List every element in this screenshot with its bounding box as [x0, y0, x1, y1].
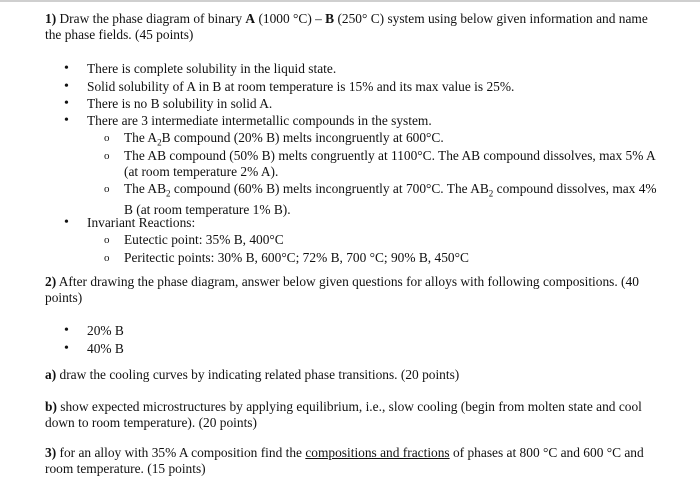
q2-number: 2) — [45, 274, 57, 289]
bullet-icon: • — [64, 323, 69, 338]
top-divider — [0, 0, 700, 2]
bullet-icon: • — [64, 96, 69, 111]
q1-intro-c: (250° C) system using below given information and name the phase fields. (45 points) — [45, 11, 648, 42]
question-2b — [45, 399, 663, 431]
question-2-prompt — [45, 274, 663, 306]
invariant-text: Peritectic points: 30% B, 600°C; 72% B, 700 °C; 90% B, 450°C — [124, 250, 469, 265]
bullet-text: There is complete solubility in the liquid state. — [87, 61, 337, 76]
q1-element-a: A — [245, 11, 256, 26]
bullet-text: There are 3 intermediate intermetallic compounds in the system. — [87, 113, 432, 128]
bullet-icon: • — [64, 61, 69, 76]
q3-underlined-text: compositions and fractions — [305, 445, 450, 460]
alloy-text: 40% B — [87, 341, 124, 356]
q2a-label: a) — [45, 367, 57, 382]
question-3-prompt — [45, 445, 663, 477]
bullet-icon: • — [64, 215, 69, 230]
question-2a — [45, 367, 663, 383]
alloy-text: 20% B — [87, 323, 124, 338]
sub-bullet-icon: o — [104, 234, 110, 246]
q1-intro-a: Draw the phase diagram of binary — [56, 11, 246, 26]
bullet-text: Solid solubility of A in B at room temperature is 15% and its max value is 25%. — [87, 79, 515, 94]
q3-number: 3) — [45, 445, 57, 460]
compound-text: The $A_2B$ compound (20% B) melts incongruently at 600°C. — [124, 130, 444, 148]
sub-bullet-icon: o — [104, 150, 110, 162]
compound-text: The AB compound (50% B) melts congruently at 1100°C. The AB compound dissolves, max 5% A (at room temperature 2% A). — [124, 148, 655, 179]
sub-bullet-icon: o — [104, 252, 110, 264]
q2-text: After drawing the phase diagram, answer below given questions for alloys with following compositions. (40 points) — [45, 274, 639, 305]
sub-bullet-icon: o — [104, 132, 110, 144]
question-1-prompt — [45, 11, 663, 43]
bullet-text: Invariant Reactions: — [87, 215, 196, 230]
q2b-text: show expected microstructures by applying equilibrium, i.e., slow cooling (begin from molten state and cool down to room temperature). (20 points) — [45, 399, 642, 430]
sub-bullet-icon: o — [104, 183, 110, 195]
q2a-text: draw the cooling curves by indicating related phase transitions. (20 points) — [56, 367, 460, 382]
compound-text: The $AB_2$ compound (60% B) melts incongruently at 700°C. The $AB_2$ compound dissolves, max 4% B (at room temperature 1% B). — [124, 181, 657, 217]
bullet-icon: • — [64, 341, 69, 356]
invariant-text: Eutectic point: 35% B, 400°C — [124, 232, 284, 247]
q2b-label: b) — [45, 399, 57, 414]
bullet-icon: • — [64, 79, 69, 94]
bullet-text: There is no B solubility in solid A. — [87, 96, 273, 111]
q3-text-a: for an alloy with 35% A composition find the — [56, 445, 306, 460]
q1-intro-b: (1000 °C) – — [255, 11, 326, 26]
bullet-icon: • — [64, 113, 69, 128]
q1-element-b: B — [325, 11, 335, 26]
q3-text-b: of phases at 800 °C and 600 °C and room temperature. (15 points) — [45, 445, 644, 476]
q1-number: 1) — [45, 11, 57, 26]
